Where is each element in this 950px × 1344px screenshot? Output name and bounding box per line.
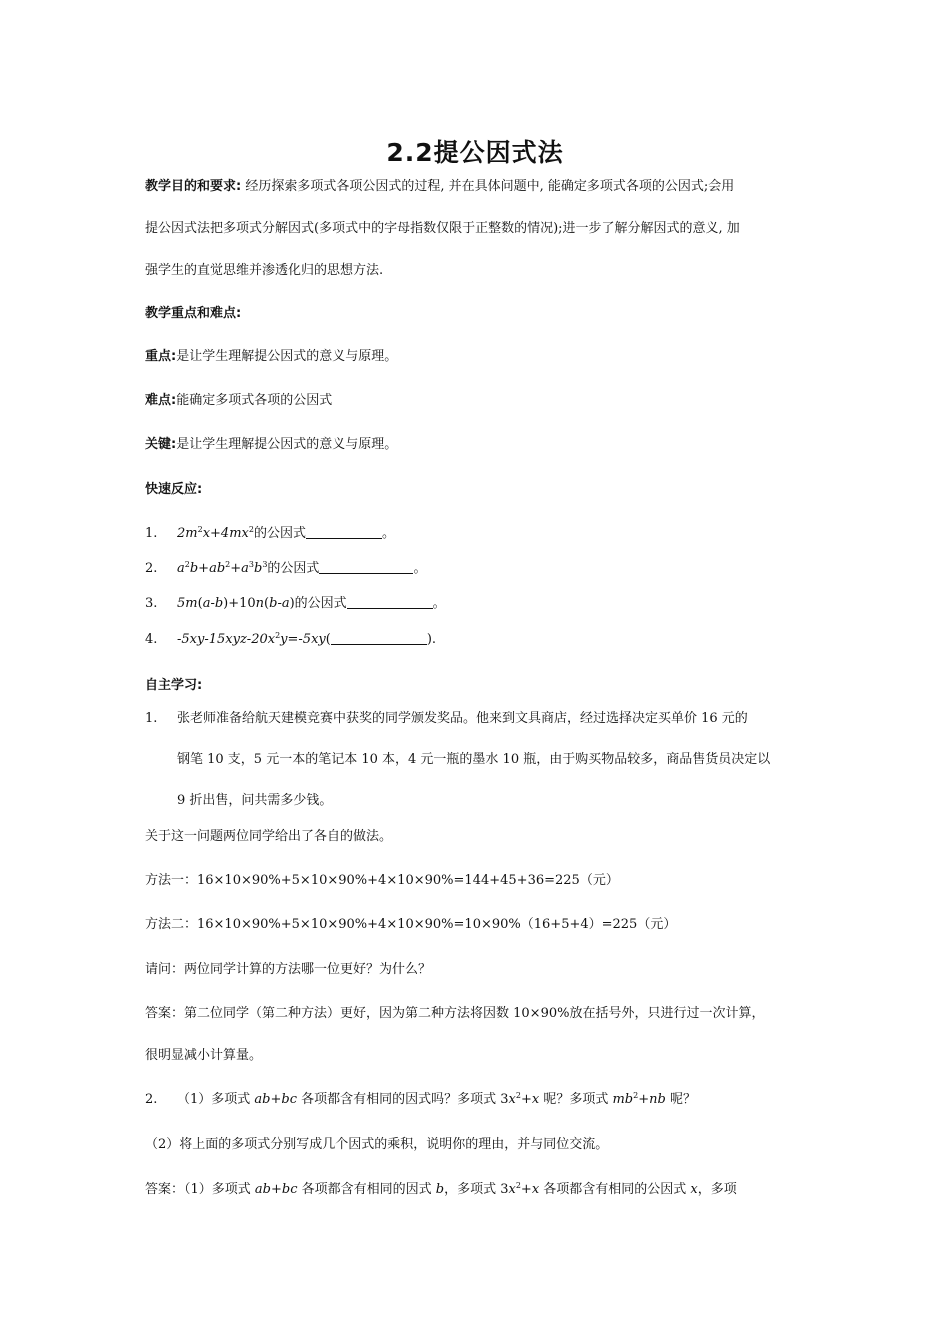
quick-item-1-number: 1.	[145, 526, 158, 541]
exponent: 2	[184, 560, 190, 569]
q1-text-1: 张老师准备给航天建模竞赛中获奖的同学颁发奖品。他来到文具商店，经过选择决定买单价 16 元的	[177, 711, 748, 726]
punctuation: 。	[413, 561, 427, 576]
self-study-heading: 自主学习:	[145, 678, 203, 693]
q2-text: 呢？多项式	[539, 1092, 613, 1107]
exponent: 3	[248, 560, 254, 569]
focus-heading: 教学重点和难点:	[145, 306, 242, 321]
quick-item-1-text: 的公因式	[253, 526, 306, 541]
q2-text: 各项都含有相同的因式吗？多项式 3	[296, 1092, 509, 1107]
self-study-q1-line-1	[145, 711, 748, 727]
answer-blank[interactable]	[306, 526, 382, 539]
math-term: 2m	[177, 526, 198, 541]
math-term: ab+bc	[254, 1182, 298, 1197]
objectives-text-1: 经历探索多项式各项公因式的过程, 并在具体问题中, 能确定多项式各项的公因式;会用	[245, 179, 735, 194]
math-term: +a	[230, 561, 249, 576]
self-study-q1-line-2: 钢笔 10 支，5 元一本的笔记本 10 本，4 元一瓶的墨水 10 瓶，由于购买物品较多，商品售货员决定以	[177, 752, 771, 767]
answer2-text: ，多项式 3	[444, 1182, 509, 1197]
objectives-line-2: 提公因式法把多项式分解因式(多项式中的字母指数仅限于正整数的情况);进一步了解分解因式的意义, 加	[145, 221, 740, 236]
difficulty-text: 能确定多项式各项的公因式	[176, 393, 333, 408]
crux-label: 关键:	[145, 437, 177, 452]
punctuation: 。	[381, 526, 395, 541]
quick-item-3-text: )的公因式	[289, 596, 347, 611]
math-term: b	[254, 561, 263, 576]
answer-blank[interactable]	[347, 596, 433, 609]
key-point-text: 是让学生理解提公因式的意义与原理。	[176, 349, 398, 364]
quick-item-3-number: 3.	[145, 596, 158, 611]
punctuation: ).	[426, 632, 437, 647]
crux-text: 是让学生理解提公因式的意义与原理。	[176, 437, 398, 452]
math-term: n	[255, 596, 265, 611]
self-study-intro: 关于这一问题两位同学给出了各自的做法。	[145, 829, 393, 844]
q2-text: （1）多项式	[177, 1092, 255, 1107]
method-two: 方法二：16×10×90%+5×10×90%+4×10×90%=10×90%（16+5+4）=225（元）	[145, 917, 677, 932]
self-study-q2-line-1	[145, 1092, 696, 1108]
exponent: 2	[515, 1091, 521, 1100]
quick-item-4	[145, 632, 436, 648]
math-term: x	[508, 1092, 516, 1107]
quick-heading: 快速反应:	[145, 482, 203, 497]
exponent: 2	[225, 560, 231, 569]
math-term: ab+bc	[254, 1092, 297, 1107]
quick-item-2-number: 2.	[145, 561, 158, 576]
difficulty-line	[145, 393, 332, 409]
math-text: (	[264, 596, 270, 611]
math-term: -5xy-15xyz-20x	[177, 632, 276, 647]
math-text: (	[197, 596, 203, 611]
answer-blank[interactable]	[319, 561, 413, 574]
math-term: b-a	[269, 596, 290, 611]
answer2-text: 各项都含有相同的因式	[297, 1182, 436, 1197]
q1-number: 1.	[145, 711, 158, 726]
answer-line-2: 很明显减小计算量。	[145, 1048, 263, 1063]
page-title: 2.2提公因式法	[386, 138, 564, 167]
answer2-text: 各项都含有相同的公因式	[539, 1182, 691, 1197]
exponent: 2	[275, 631, 281, 640]
answer2-text: ，多项	[697, 1182, 737, 1197]
math-term: x	[690, 1182, 698, 1197]
exponent: 2	[633, 1091, 639, 1100]
self-study-q1-line-3: 9 折出售，问共需多少钱。	[177, 793, 333, 808]
exponent: 2	[197, 525, 203, 534]
math-text: (	[325, 632, 331, 647]
objectives-label: 教学目的和要求:	[145, 179, 242, 194]
math-term: x	[508, 1182, 516, 1197]
answer-line-1: 答案：第二位同学（第二种方法）更好，因为第二种方法将因数 10×90%放在括号外，只进行过一次计算，	[145, 1006, 765, 1021]
math-term: b	[435, 1182, 445, 1197]
quick-item-2-text: 的公因式	[267, 561, 320, 576]
math-term: b+ab	[189, 561, 226, 576]
punctuation: 。	[432, 596, 446, 611]
math-term: y=-5xy	[280, 632, 326, 647]
math-term: a-b	[202, 596, 224, 611]
self-study-q2-part-2: （2）将上面的多项式分别写成几个因式的乘积，说明你的理由，并与同位交流。	[145, 1137, 609, 1152]
answer-blank[interactable]	[331, 632, 427, 645]
answer2-text: 答案：（1）多项式	[145, 1182, 255, 1197]
method-one: 方法一：16×10×90%+5×10×90%+4×10×90%=144+45+36=225（元）	[145, 873, 619, 888]
objectives-line-1	[145, 179, 734, 195]
math-term: +nb	[638, 1092, 666, 1107]
math-text: )+10	[223, 596, 256, 611]
answer2-line-1	[145, 1182, 737, 1198]
quick-item-4-number: 4.	[145, 632, 158, 647]
objectives-line-3: 强学生的直觉思维并渗透化归的思想方法.	[145, 263, 384, 278]
quick-item-3	[145, 596, 446, 612]
exponent: 2	[515, 1181, 521, 1190]
q2-number: 2.	[145, 1092, 158, 1107]
math-term: mb	[612, 1092, 634, 1107]
math-term: +x	[520, 1182, 540, 1197]
math-term: a	[177, 561, 185, 576]
quick-item-1	[145, 526, 395, 542]
key-point-line	[145, 349, 397, 365]
math-term: +x	[520, 1092, 540, 1107]
q2-text: 呢？	[665, 1092, 696, 1107]
math-term: x+4mx	[202, 526, 249, 541]
question-text: 请问：两位同学计算的方法哪一位更好？为什么？	[145, 962, 432, 977]
key-point-label: 重点:	[145, 349, 177, 364]
exponent: 3	[262, 560, 268, 569]
quick-item-2	[145, 561, 426, 577]
crux-line	[145, 437, 397, 453]
exponent: 2	[248, 525, 254, 534]
difficulty-label: 难点:	[145, 393, 177, 408]
math-term: 5m	[177, 596, 198, 611]
